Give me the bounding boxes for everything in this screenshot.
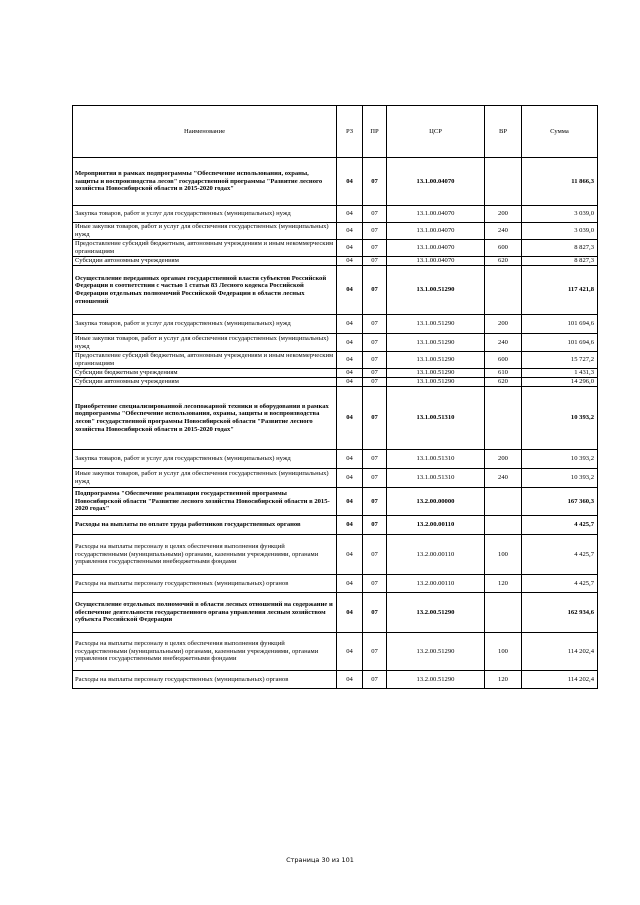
row-csr: 13.2.00.51290 — [387, 671, 485, 689]
header-vr: ВР — [485, 106, 522, 158]
row-csr: 13.1.00.51310 — [387, 387, 485, 450]
row-csr: 13.1.00.04070 — [387, 240, 485, 257]
row-name: Закупка товаров, работ и услуг для государственных (муниципальных) нужд — [73, 450, 337, 469]
row-rz: 04 — [337, 450, 363, 469]
row-vr: 120 — [485, 671, 522, 689]
row-sum: 114 202,4 — [522, 671, 598, 689]
row-sum: 8 827,3 — [522, 257, 598, 266]
row-csr: 13.1.00.04070 — [387, 223, 485, 240]
row-name: Закупка товаров, работ и услуг для государственных (муниципальных) нужд — [73, 206, 337, 223]
row-sum: 8 827,3 — [522, 240, 598, 257]
table-header-row — [73, 106, 598, 158]
row-csr: 13.2.00.00000 — [387, 488, 485, 516]
table-row — [73, 257, 598, 266]
row-pr: 07 — [363, 240, 387, 257]
row-pr: 07 — [363, 488, 387, 516]
header-csr: ЦСР — [387, 106, 485, 158]
row-pr: 07 — [363, 315, 387, 334]
row-pr: 07 — [363, 352, 387, 369]
row-sum: 101 694,6 — [522, 334, 598, 352]
row-vr: 240 — [485, 469, 522, 488]
row-pr: 07 — [363, 516, 387, 535]
row-csr: 13.1.00.04070 — [387, 257, 485, 266]
row-csr: 13.1.00.04070 — [387, 206, 485, 223]
row-sum: 4 425,7 — [522, 535, 598, 575]
row-name: Субсидии автономным учреждениям — [73, 257, 337, 266]
row-pr: 07 — [363, 469, 387, 488]
table-row — [73, 334, 598, 352]
table-row — [73, 352, 598, 369]
row-name: Мероприятия в рамках подпрограммы "Обеспечение использования, охраны, защиты и воспроизводства лесов" государственной программы "Развитие лесного хозяйства Новосибирской области в 2015-2020 годах" — [73, 158, 337, 206]
table-row — [73, 450, 598, 469]
row-name: Приобретение специализированной лесопожарной техники и оборудования в рамках подпрограммы "Обеспечение использования, охраны, защиты и воспроизводства лесов" государственной программы Новосибирской области "Развитие лесного хозяйства Новосибирской области в 2015-2020 годах" — [73, 387, 337, 450]
table-row — [73, 206, 598, 223]
table-row — [73, 240, 598, 257]
row-vr — [485, 158, 522, 206]
row-rz: 04 — [337, 223, 363, 240]
row-name: Осуществление отдельных полномочий в области лесных отношений на содержание и обеспечение деятельности государственного органа управления лесным хозяйством субъекта Российской Федерации — [73, 593, 337, 633]
row-vr — [485, 387, 522, 450]
row-pr: 07 — [363, 206, 387, 223]
row-csr: 13.1.00.51290 — [387, 352, 485, 369]
row-sum: 3 039,0 — [522, 206, 598, 223]
row-pr: 07 — [363, 535, 387, 575]
row-name: Предоставление субсидий бюджетным, автономным учреждениям и иным некоммерческим организациям — [73, 352, 337, 369]
header-name: Наименование — [73, 106, 337, 158]
row-pr: 07 — [363, 158, 387, 206]
table-row — [73, 488, 598, 516]
row-name: Предоставление субсидий бюджетным, автономным учреждениям и иным некоммерческим организациям — [73, 240, 337, 257]
row-sum: 14 296,0 — [522, 378, 598, 387]
row-sum: 10 393,2 — [522, 450, 598, 469]
row-csr: 13.1.00.04070 — [387, 158, 485, 206]
row-sum: 15 727,2 — [522, 352, 598, 369]
row-csr: 13.1.00.51290 — [387, 315, 485, 334]
budget-table — [72, 105, 598, 689]
row-name: Расходы на выплаты персоналу в целях обеспечения выполнения функций государственными (муниципальными) органами, казенными учреждениями, органами управления государственными внебюджетными фондами — [73, 535, 337, 575]
row-sum: 114 202,4 — [522, 633, 598, 671]
row-csr: 13.1.00.51290 — [387, 334, 485, 352]
table-row — [73, 387, 598, 450]
row-rz: 04 — [337, 633, 363, 671]
row-name: Иные закупки товаров, работ и услуг для обеспечения государственных (муниципальных) нужд — [73, 334, 337, 352]
row-sum: 3 039,0 — [522, 223, 598, 240]
row-sum: 101 694,6 — [522, 315, 598, 334]
row-pr: 07 — [363, 369, 387, 378]
row-rz: 04 — [337, 352, 363, 369]
row-csr: 13.1.00.51290 — [387, 369, 485, 378]
row-name: Расходы на выплаты персоналу в целях обеспечения выполнения функций государственными (муниципальными) органами, казенными учреждениями, органами управления государственными внебюджетными фондами — [73, 633, 337, 671]
row-sum: 4 425,7 — [522, 575, 598, 593]
table-row — [73, 593, 598, 633]
row-pr: 07 — [363, 671, 387, 689]
row-sum: 10 393,2 — [522, 469, 598, 488]
row-csr: 13.1.00.51310 — [387, 469, 485, 488]
row-csr: 13.2.00.00110 — [387, 535, 485, 575]
row-vr — [485, 488, 522, 516]
row-vr: 600 — [485, 240, 522, 257]
row-csr: 13.2.00.51290 — [387, 593, 485, 633]
table-row — [73, 516, 598, 535]
row-name: Иные закупки товаров, работ и услуг для обеспечения государственных (муниципальных) нужд — [73, 223, 337, 240]
row-vr: 200 — [485, 315, 522, 334]
row-pr: 07 — [363, 257, 387, 266]
row-sum: 1 431,3 — [522, 369, 598, 378]
row-pr: 07 — [363, 266, 387, 315]
row-vr: 620 — [485, 378, 522, 387]
row-pr: 07 — [363, 633, 387, 671]
row-vr: 610 — [485, 369, 522, 378]
row-rz: 04 — [337, 206, 363, 223]
row-name: Субсидии бюджетным учреждениям — [73, 369, 337, 378]
row-pr: 07 — [363, 378, 387, 387]
document-sheet — [72, 105, 597, 689]
row-vr: 200 — [485, 206, 522, 223]
row-rz: 04 — [337, 516, 363, 535]
header-pr: ПР — [363, 106, 387, 158]
row-vr: 100 — [485, 535, 522, 575]
row-rz: 04 — [337, 257, 363, 266]
row-rz: 04 — [337, 240, 363, 257]
row-name: Осуществление переданных органам государственной власти субъектов Российской Федерации в соответствии с частью 1 статьи 83 Лесного кодекса Российской Федерации отдельных полномочий Российской Федерации в области лесных отношений — [73, 266, 337, 315]
table-row — [73, 378, 598, 387]
header-rz: РЗ — [337, 106, 363, 158]
row-sum: 10 393,2 — [522, 387, 598, 450]
table-row — [73, 158, 598, 206]
row-vr: 100 — [485, 633, 522, 671]
row-vr: 120 — [485, 575, 522, 593]
row-rz: 04 — [337, 334, 363, 352]
table-row — [73, 315, 598, 334]
row-pr: 07 — [363, 593, 387, 633]
row-csr: 13.1.00.51290 — [387, 378, 485, 387]
row-name: Иные закупки товаров, работ и услуг для обеспечения государственных (муниципальных) нужд — [73, 469, 337, 488]
row-vr: 620 — [485, 257, 522, 266]
row-csr: 13.1.00.51290 — [387, 266, 485, 315]
row-sum: 4 425,7 — [522, 516, 598, 535]
row-csr: 13.2.00.00110 — [387, 575, 485, 593]
row-csr: 13.2.00.51290 — [387, 633, 485, 671]
row-name: Расходы на выплаты по оплате труда работников государственных органов — [73, 516, 337, 535]
row-pr: 07 — [363, 575, 387, 593]
table-row — [73, 633, 598, 671]
row-rz: 04 — [337, 315, 363, 334]
row-name: Закупка товаров, работ и услуг для государственных (муниципальных) нужд — [73, 315, 337, 334]
row-vr — [485, 516, 522, 535]
row-pr: 07 — [363, 387, 387, 450]
table-row — [73, 671, 598, 689]
row-rz: 04 — [337, 593, 363, 633]
row-pr: 07 — [363, 450, 387, 469]
row-rz: 04 — [337, 266, 363, 315]
row-vr: 240 — [485, 334, 522, 352]
row-sum: 167 360,3 — [522, 488, 598, 516]
table-row — [73, 469, 598, 488]
row-rz: 04 — [337, 671, 363, 689]
row-vr — [485, 266, 522, 315]
row-pr: 07 — [363, 334, 387, 352]
row-rz: 04 — [337, 378, 363, 387]
row-vr: 600 — [485, 352, 522, 369]
row-rz: 04 — [337, 535, 363, 575]
row-name: Подпрограмма "Обеспечение реализации государственной программы Новосибирской области "Развитие лесного хозяйства Новосибирской области в 2015-2020 годах" — [73, 488, 337, 516]
row-csr: 13.2.00.00110 — [387, 516, 485, 535]
table-body — [73, 158, 598, 689]
row-rz: 04 — [337, 469, 363, 488]
row-csr: 13.1.00.51310 — [387, 450, 485, 469]
row-sum: 11 866,3 — [522, 158, 598, 206]
table-row — [73, 575, 598, 593]
row-vr: 240 — [485, 223, 522, 240]
row-name: Расходы на выплаты персоналу государственных (муниципальных) органов — [73, 671, 337, 689]
row-sum: 162 934,6 — [522, 593, 598, 633]
row-name: Расходы на выплаты персоналу государственных (муниципальных) органов — [73, 575, 337, 593]
row-rz: 04 — [337, 158, 363, 206]
table-row — [73, 535, 598, 575]
row-rz: 04 — [337, 575, 363, 593]
header-sum: Сумма — [522, 106, 598, 158]
row-vr — [485, 593, 522, 633]
row-vr: 200 — [485, 450, 522, 469]
row-rz: 04 — [337, 488, 363, 516]
row-name: Субсидии автономным учреждениям — [73, 378, 337, 387]
table-row — [73, 223, 598, 240]
table-row — [73, 266, 598, 315]
row-rz: 04 — [337, 369, 363, 378]
row-pr: 07 — [363, 223, 387, 240]
page-number: Страница 30 из 101 — [286, 856, 354, 864]
row-sum: 117 421,8 — [522, 266, 598, 315]
row-rz: 04 — [337, 387, 363, 450]
table-row — [73, 369, 598, 378]
